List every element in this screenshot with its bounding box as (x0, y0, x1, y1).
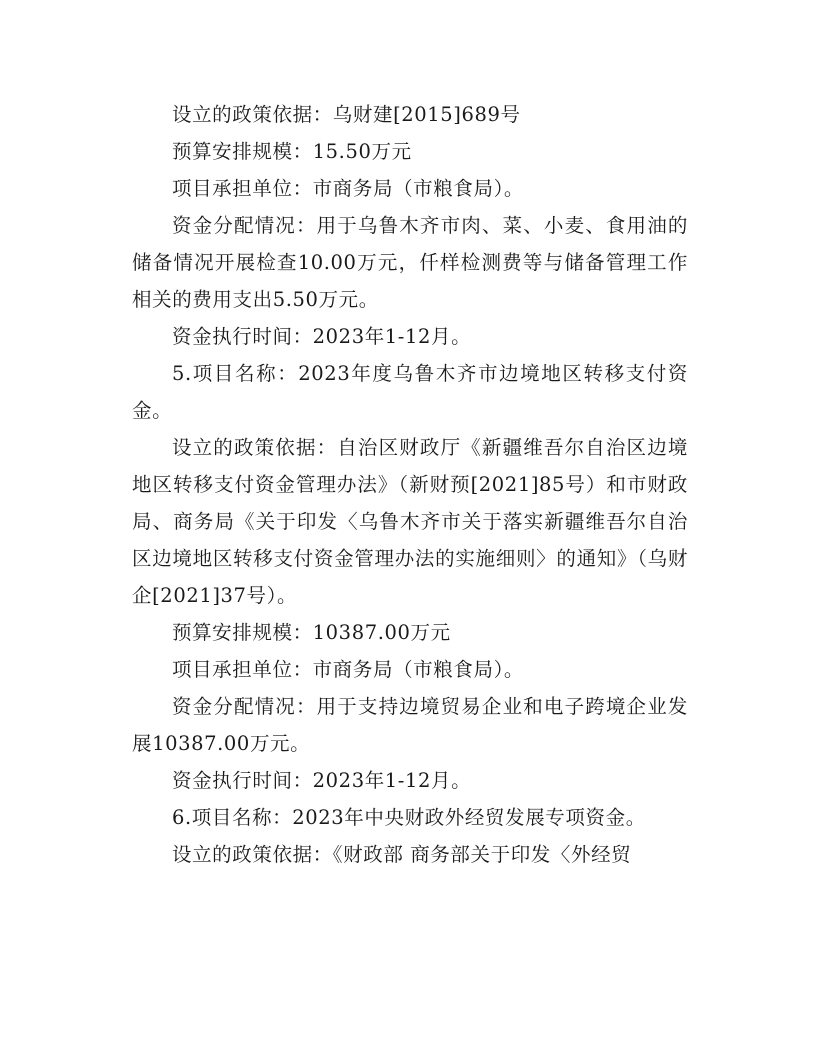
paragraph-project-5-name: 5.项目名称：2023年度乌鲁木齐市边境地区转移支付资金。 (132, 362, 688, 422)
paragraph-fund-allocation-1: 资金分配情况：用于乌鲁木齐市肉、菜、小麦、食用油的储备情况开展检查10.00万元，仟样检测费等与储备管理工作相关的费用支出5.50万元。 (132, 214, 688, 311)
paragraph-budget-scale-1: 预算安排规模：15.50万元 (171, 140, 412, 163)
paragraph-fund-allocation-5: 资金分配情况：用于支持边境贸易企业和电子跨境企业发展10387.00万元。 (132, 695, 688, 755)
document-body (132, 96, 688, 873)
paragraph-undertaking-unit-1: 项目承担单位：市商务局（市粮食局）。 (171, 177, 525, 200)
paragraph-policy-basis-1: 设立的政策依据：乌财建[2015]689号 (171, 103, 521, 126)
paragraph-project-6-name: 6.项目名称：2023年中央财政外经贸发展专项资金。 (171, 806, 646, 829)
paragraph-undertaking-unit-5: 项目承担单位：市商务局（市粮食局）。 (171, 658, 525, 681)
paragraph-budget-scale-5: 预算安排规模：10387.00万元 (171, 621, 451, 644)
paragraph-execution-time-5: 资金执行时间：2023年1-12月。 (171, 769, 472, 792)
paragraph-policy-basis-5: 设立的政策依据：自治区财政厅《新疆维吾尔自治区边境地区转移支付资金管理办法》（新财预[2021]85号）和市财政局、商务局《关于印发〈乌鲁木齐市关于落实新疆维吾尔自治区边境地区转移支付资金管理办法的实施细则〉的通知》（乌财企[2021]37号）。 (132, 436, 688, 607)
paragraph-execution-time-1: 资金执行时间：2023年1-12月。 (171, 325, 472, 348)
paragraph-policy-basis-6: 设立的政策依据：《财政部 商务部关于印发〈外经贸 (171, 843, 632, 866)
